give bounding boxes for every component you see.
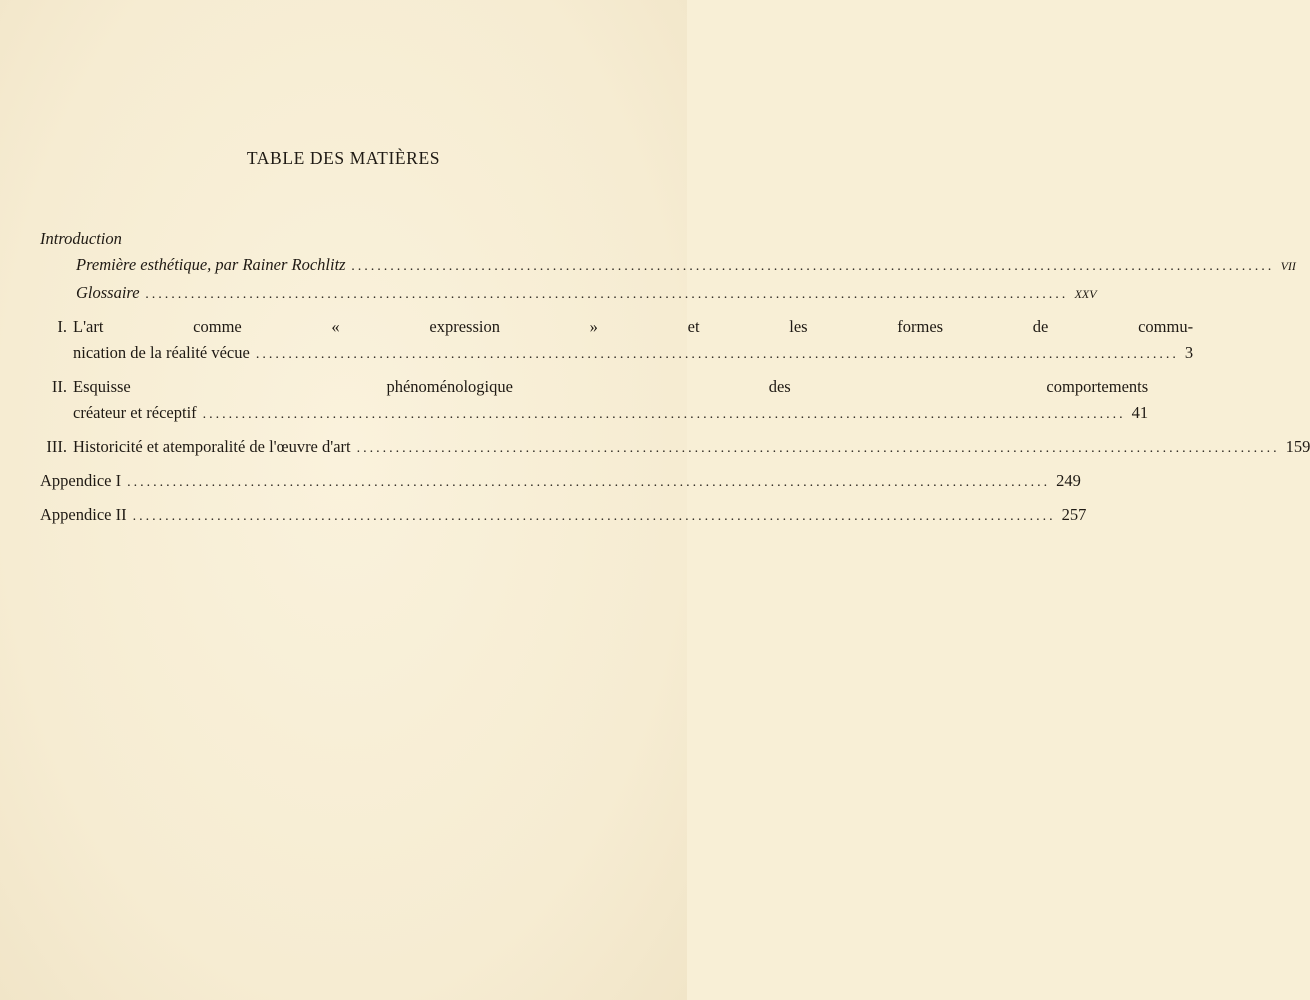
chapter-title-line: L'art comme « expression » et les formes de commu-	[73, 317, 1194, 336]
toc-entry-page: 41	[1131, 403, 1149, 422]
dot-leader: ..............................................................................................................................................	[202, 407, 1126, 422]
chapter-title-line: nication de la réalité vécue	[73, 343, 250, 362]
dot-leader: ..............................................................................................................................................	[356, 441, 1280, 456]
toc-entry-label: Glossaire	[76, 283, 140, 302]
chapter-number: II.	[51, 377, 67, 396]
chapter-title-line: Esquisse phénoménologique des comportements	[73, 377, 1149, 396]
dot-leader: ..............................................................................................................................................	[255, 347, 1179, 362]
toc-entry-label: Appendice II	[40, 505, 127, 524]
toc-entry-page: 249	[1056, 471, 1081, 490]
toc-chapter-1[interactable]	[40, 314, 1194, 368]
section-introduction-heading: Introduction	[40, 229, 122, 248]
page-title: TABLE DES MATIÈRES	[246, 148, 441, 168]
chapter-number: I.	[57, 317, 67, 336]
toc-entry-page: 159	[1285, 437, 1310, 456]
toc-entry-glossaire[interactable]	[40, 280, 1097, 308]
toc-appendix-1[interactable]	[40, 468, 1081, 496]
chapter-title-line: créateur et réceptif	[73, 403, 197, 422]
toc-entry-page: 257	[1061, 505, 1087, 524]
chapter-number: III.	[46, 437, 67, 456]
toc-chapter-2[interactable]	[40, 374, 1149, 428]
toc-entry-premiere-esthetique[interactable]	[40, 252, 1296, 280]
toc-chapter-3[interactable]	[40, 434, 1310, 462]
toc-entry-label: Appendice I	[40, 471, 122, 490]
dot-leader: ..............................................................................................................................................	[132, 509, 1056, 524]
dot-leader: ..............................................................................................................................................	[351, 259, 1275, 274]
toc-entry-page: 3	[1184, 343, 1194, 362]
table-of-contents	[40, 226, 1310, 530]
dot-leader: ..............................................................................................................................................	[145, 287, 1069, 302]
toc-entry-label: Première esthétique, par Rainer Rochlitz	[76, 255, 346, 274]
dot-leader: ..............................................................................................................................................	[127, 475, 1051, 490]
toc-appendix-2[interactable]	[40, 502, 1087, 530]
toc-entry-page: xxv	[1074, 283, 1097, 302]
toc-entry-page: vii	[1280, 255, 1296, 274]
chapter-title-line: Historicité et atemporalité de l'œuvre d'art	[73, 437, 351, 456]
